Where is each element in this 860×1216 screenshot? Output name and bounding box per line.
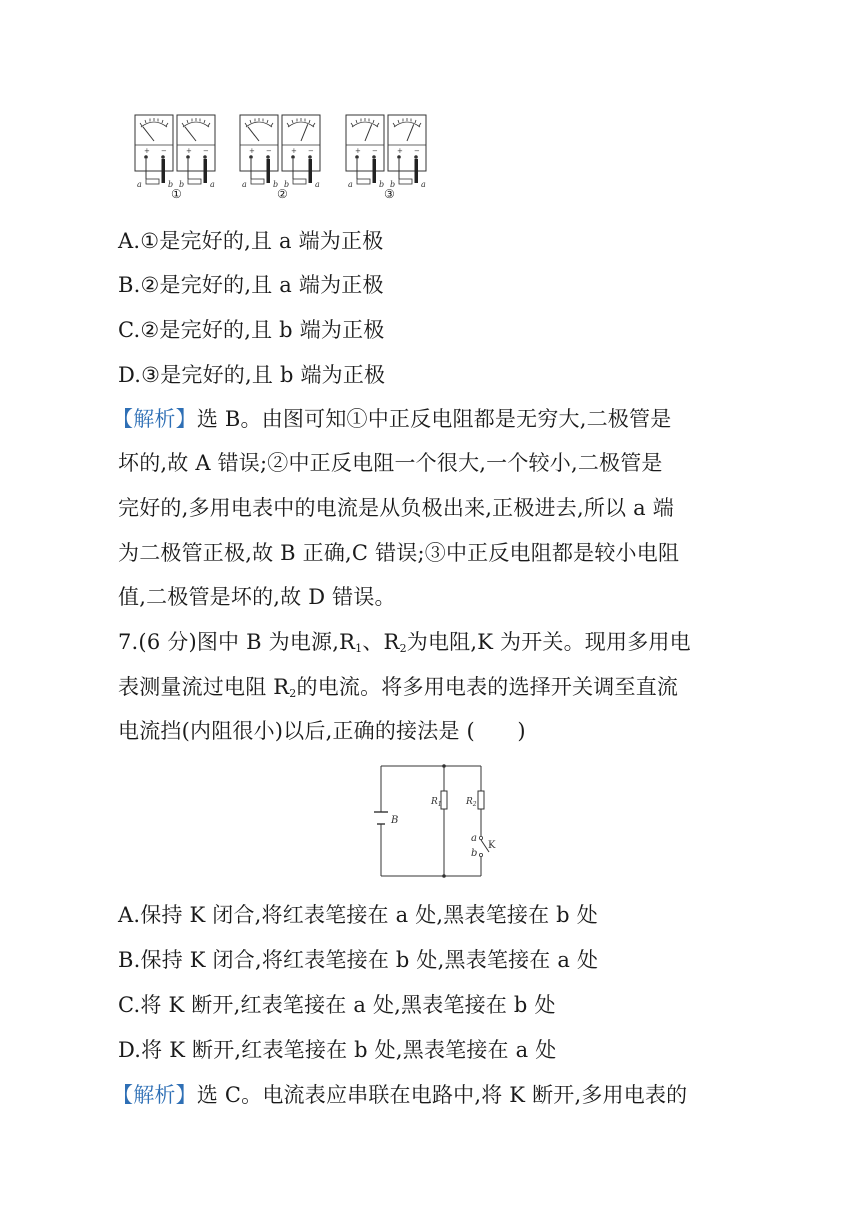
q7-option-c: C.将 K 断开,红表笔接在 a 处,黑表笔接在 b 处 <box>118 993 556 1017</box>
q6-analysis-line-2: 坏的,故 A 错误;②中正反电阻一个很大,一个较小,二极管是 <box>118 451 663 475</box>
probe-end-label: a <box>137 180 142 189</box>
q7-option-d: D.将 K 断开,红表笔接在 b 处,黑表笔接在 a 处 <box>118 1038 557 1062</box>
r2-label: $R_2$ <box>466 797 477 808</box>
multimeter <box>240 115 278 189</box>
q7-option-a: A.保持 K 闭合,将红表笔接在 a 处,黑表笔接在 b 处 <box>118 903 598 927</box>
source-label: B <box>391 815 399 826</box>
node-a-label: a <box>471 833 477 844</box>
diode <box>357 179 370 184</box>
q6-option-a: A.①是完好的,且 a 端为正极 <box>118 229 384 253</box>
q7-option-b: B.保持 K 闭合,将红表笔接在 b 处,黑表笔接在 a 处 <box>118 948 599 972</box>
probe-end-label: a <box>315 180 320 189</box>
q6-analysis-line-3: 完好的,多用电表中的电流是从负极出来,正极进去,所以 a 端 <box>118 496 674 520</box>
probe-end-label: b <box>284 180 290 189</box>
diode <box>293 179 306 184</box>
probe-end-label: b <box>390 180 396 189</box>
diode <box>251 179 264 184</box>
q7-analysis-line-1: 【解析】选 C。电流表应串联在电路中,将 K 断开,多用电表的 <box>112 1083 688 1107</box>
q7-stem-line-2: 表测量流过电阻 $R_2$的电流。将多用电表的选择开关调至直流 <box>118 675 679 700</box>
q6-option-d: D.③是完好的,且 b 端为正极 <box>118 363 386 387</box>
multimeter <box>282 115 320 189</box>
analysis-tag: 【解析】 <box>112 407 197 431</box>
probe-end-label: a <box>242 180 247 189</box>
multimeter-figure: + − a b b a a b b a a b b a <box>9 32 426 189</box>
probe-end-label: a <box>210 180 215 189</box>
q6-option-b: B.②是完好的,且 a 端为正极 <box>118 273 384 297</box>
switch-label: K <box>488 840 496 851</box>
multimeter <box>177 115 215 189</box>
analysis-tag: 【解析】 <box>112 1083 197 1107</box>
multimeter <box>135 115 173 189</box>
probe-end-label: a <box>348 180 353 189</box>
diode <box>399 179 412 184</box>
q7-stem-line-1: 7.(6 分)图中 B 为电源$,R_1$、$R_2$为电阻,K 为开关。现用多用电 <box>118 630 691 655</box>
q6-analysis-line-1: 【解析】选 B。由图可知①中正反电阻都是无穷大,二极管是 <box>112 407 672 431</box>
probe-end-label: b <box>379 180 385 189</box>
group-label-3: ③ <box>384 187 395 201</box>
q6-analysis-line-5: 值,二极管是坏的,故 D 错误。 <box>118 585 396 609</box>
diode <box>146 179 159 184</box>
group-label-2: ② <box>277 187 288 201</box>
probe-end-label: b <box>179 180 185 189</box>
q7-stem-line-3: 电流挡(内阻很小)以后,正确的接法是 ( ) <box>118 719 526 743</box>
r1-label: $R_1$ <box>431 797 442 808</box>
probe-end-label: a <box>421 180 426 189</box>
q6-option-c: C.②是完好的,且 b 端为正极 <box>118 318 385 342</box>
diode <box>188 179 201 184</box>
q6-analysis-line-4: 为二极管正极,故 B 正确,C 错误;③中正反电阻都是较小电阻 <box>118 541 680 565</box>
node-b-label: b <box>471 848 478 859</box>
probe-end-label: b <box>168 180 174 189</box>
group-label-1: ① <box>171 187 182 201</box>
multimeter <box>388 115 426 189</box>
multimeter <box>346 115 384 189</box>
probe-end-label: b <box>273 180 279 189</box>
